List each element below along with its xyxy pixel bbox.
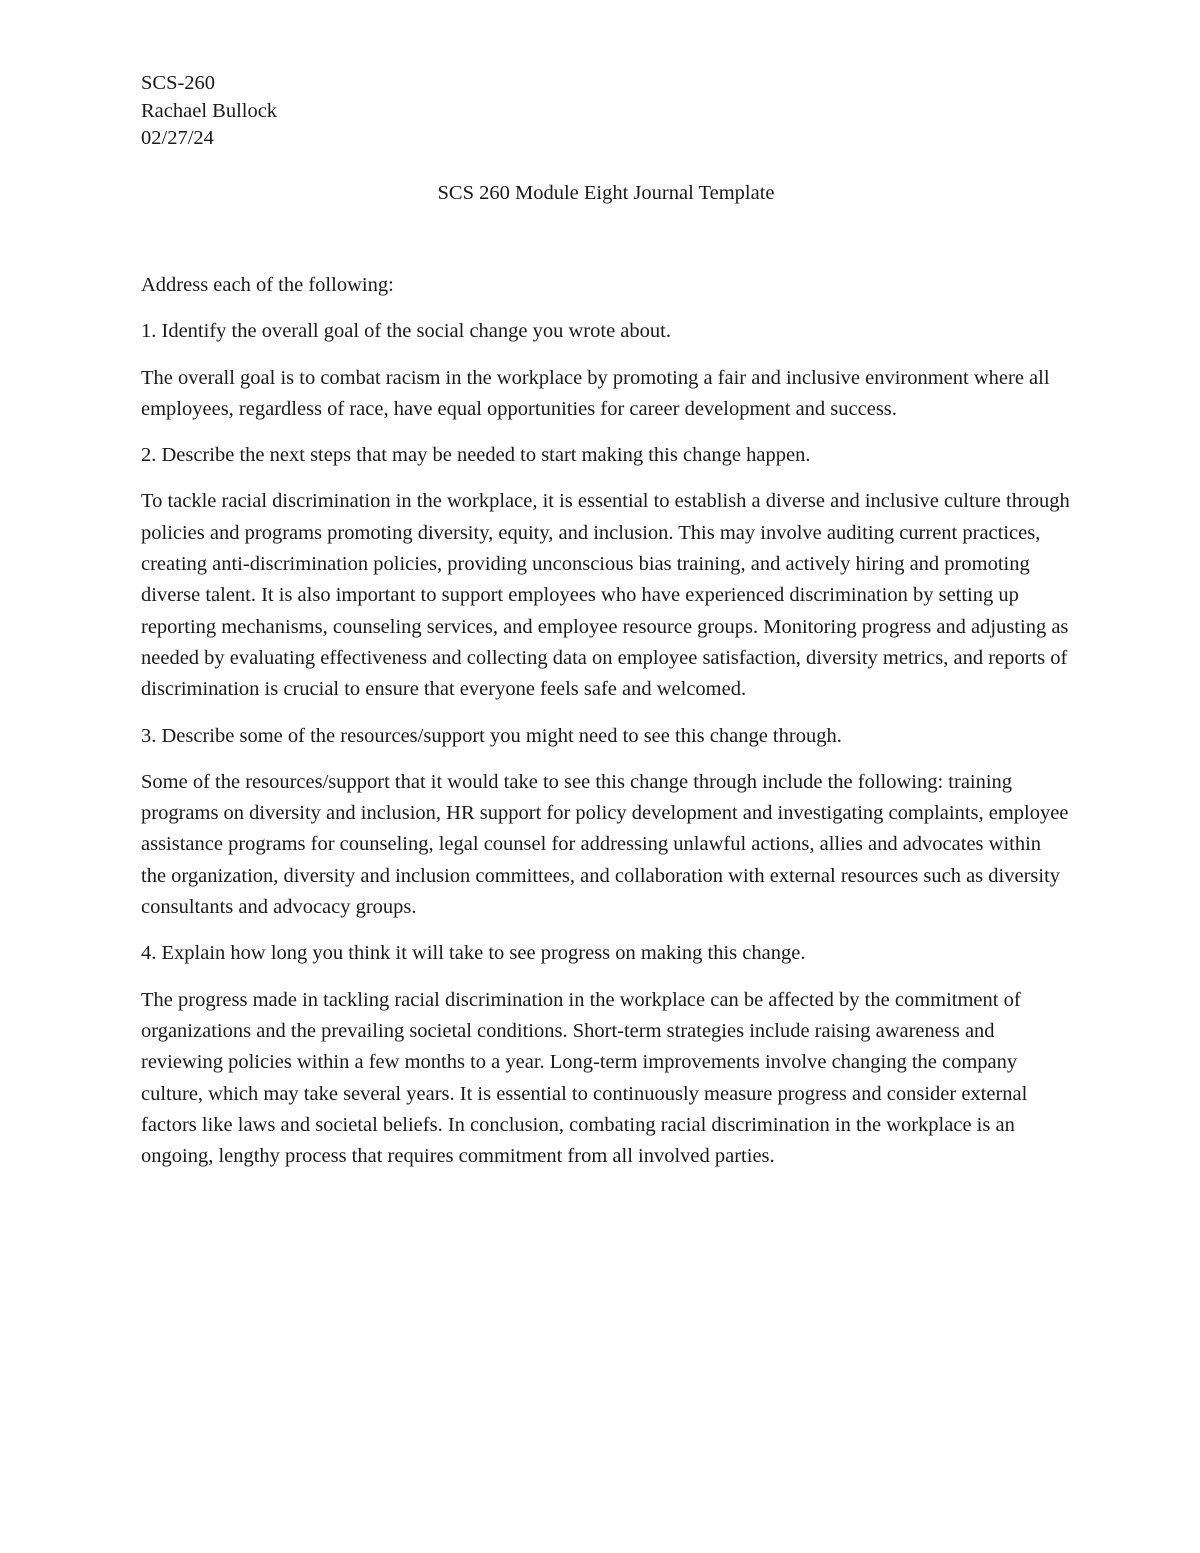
- document-title: SCS 260 Module Eight Journal Template: [437, 181, 775, 204]
- course-code: SCS-260: [141, 72, 216, 94]
- question-2: 2. Describe the next steps that may be needed to start making this change happen.: [141, 444, 811, 467]
- answer-4: The progress made in tackling racial discrimination in the workplace can be affected by the commitment of organizations and the prevailing societal conditions. Short-term strategies include raising awareness and reviewing policies within a few months to a year. Long-term improvements involve changing the company culture, which may take several years. It is essential to continuously measure progress and consider external factors like laws and societal beliefs. In conclusion, combating racial discrimination in the workplace is an ongoing, lengthy process that requires commitment from all involved parties.: [141, 988, 1028, 1168]
- intro-text: Address each of the following:: [141, 274, 394, 296]
- document-date: 02/27/24: [141, 127, 214, 149]
- document-body: [141, 70, 1071, 1172]
- document-header: [141, 70, 1071, 153]
- section-1: [141, 316, 1071, 425]
- section-4: [141, 938, 1071, 1172]
- answer-1: The overall goal is to combat racism in the workplace by promoting a fair and inclusive environment where all employees, regardless of race, have equal opportunities for career development and success.: [141, 366, 1050, 420]
- question-4: 4. Explain how long you think it will take to see progress on making this change.: [141, 942, 806, 965]
- question-3: 3. Describe some of the resources/support you might need to see this change through.: [141, 724, 842, 747]
- answer-2: To tackle racial discrimination in the workplace, it is essential to establish a diverse and inclusive culture through policies and programs promoting diversity, equity, and inclusion. This may involve auditing current practices, creating anti-discrimination policies, providing unconscious bias training, and actively hiring and promoting diverse talent. It is also important to support employees who have experienced discrimination by setting up reporting mechanisms, counseling services, and employee resource groups. Monitoring progress and adjusting as needed by evaluating effectiveness and collecting data on employee satisfaction, diversity metrics, and reports of discrimination is crucial to ensure that everyone feels safe and welcomed.: [141, 490, 1070, 701]
- answer-3: Some of the resources/support that it would take to see this change through include the following: training programs on diversity and inclusion, HR support for policy development and investigating complaints, employee assistance programs for counseling, legal counsel for addressing unlawful actions, allies and advocates within the organization, diversity and inclusion committees, and collaboration with external resources such as diversity consultants and advocacy groups.: [141, 770, 1069, 919]
- section-3: [141, 721, 1071, 924]
- question-1: 1. Identify the overall goal of the social change you wrote about.: [141, 320, 671, 343]
- section-2: [141, 440, 1071, 705]
- author-name: Rachael Bullock: [141, 99, 278, 122]
